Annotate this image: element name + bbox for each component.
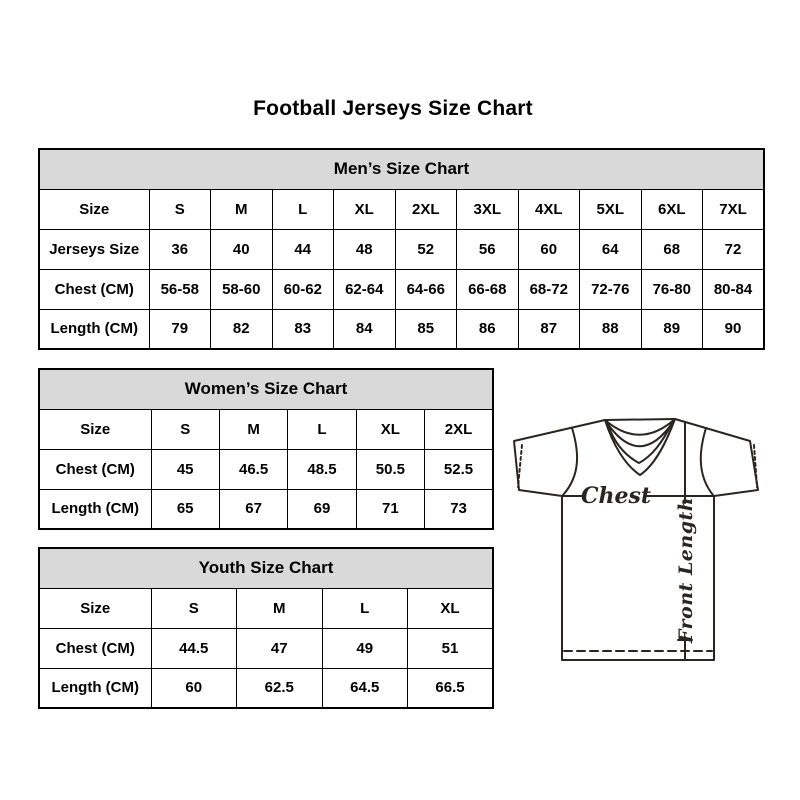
row-label: Length (CM) bbox=[39, 489, 151, 529]
size-column-header: L bbox=[322, 588, 408, 628]
table-cell: 52 bbox=[395, 229, 457, 269]
table-cell: 44.5 bbox=[151, 628, 237, 668]
jersey-outline bbox=[514, 419, 758, 660]
table-cell: 83 bbox=[272, 309, 334, 349]
table-cell: 85 bbox=[395, 309, 457, 349]
size-column-header: M bbox=[237, 588, 323, 628]
table-cell: 45 bbox=[151, 449, 219, 489]
table-cell: 71 bbox=[356, 489, 424, 529]
right-sleeve-seam bbox=[701, 428, 713, 495]
table-cell: 84 bbox=[334, 309, 396, 349]
table-cell: 60 bbox=[518, 229, 580, 269]
size-column-header: S bbox=[151, 409, 219, 449]
table-title: Women’s Size Chart bbox=[39, 369, 493, 409]
size-column-header: S bbox=[149, 189, 211, 229]
size-column-header: 2XL bbox=[425, 409, 493, 449]
table-title: Youth Size Chart bbox=[39, 548, 493, 588]
table-cell: 68-72 bbox=[518, 269, 580, 309]
row-label: Chest (CM) bbox=[39, 269, 149, 309]
table-cell: 52.5 bbox=[425, 449, 493, 489]
left-cuff-dashed-line bbox=[518, 445, 522, 487]
size-column-header: M bbox=[219, 409, 287, 449]
table-cell: 66-68 bbox=[457, 269, 519, 309]
row-header-label: Size bbox=[39, 588, 151, 628]
row-label: Length (CM) bbox=[39, 309, 149, 349]
size-column-header: 6XL bbox=[641, 189, 703, 229]
jersey-measurement-diagram bbox=[505, 413, 765, 671]
table-cell: 40 bbox=[211, 229, 273, 269]
table-cell: 46.5 bbox=[219, 449, 287, 489]
table-cell: 82 bbox=[211, 309, 273, 349]
size-column-header: XL bbox=[356, 409, 424, 449]
table-cell: 50.5 bbox=[356, 449, 424, 489]
page-title: Football Jerseys Size Chart bbox=[253, 97, 533, 120]
table-cell: 76-80 bbox=[641, 269, 703, 309]
table-cell: 66.5 bbox=[408, 668, 494, 708]
womens-size-table bbox=[38, 368, 494, 530]
table-cell: 58-60 bbox=[211, 269, 273, 309]
table-cell: 64.5 bbox=[322, 668, 408, 708]
table-cell: 47 bbox=[237, 628, 323, 668]
table-cell: 65 bbox=[151, 489, 219, 529]
size-column-header: 4XL bbox=[518, 189, 580, 229]
size-column-header: XL bbox=[334, 189, 396, 229]
table-row bbox=[39, 628, 493, 668]
table-cell: 88 bbox=[580, 309, 642, 349]
size-column-header: XL bbox=[408, 588, 494, 628]
size-column-header: 3XL bbox=[457, 189, 519, 229]
table-cell: 56 bbox=[457, 229, 519, 269]
table-row bbox=[39, 229, 764, 269]
front-length-label: Front Length bbox=[675, 496, 697, 644]
column-header-row bbox=[39, 409, 493, 449]
table-cell: 72-76 bbox=[580, 269, 642, 309]
row-label: Chest (CM) bbox=[39, 628, 151, 668]
table-cell: 79 bbox=[149, 309, 211, 349]
size-column-header: 2XL bbox=[395, 189, 457, 229]
table-cell: 51 bbox=[408, 628, 494, 668]
table-title: Men’s Size Chart bbox=[39, 149, 764, 189]
table-cell: 49 bbox=[322, 628, 408, 668]
table-row bbox=[39, 489, 493, 529]
row-label: Chest (CM) bbox=[39, 449, 151, 489]
size-column-header: 7XL bbox=[703, 189, 765, 229]
youth-size-table bbox=[38, 547, 494, 709]
table-title-row bbox=[39, 548, 493, 588]
table-cell: 73 bbox=[425, 489, 493, 529]
table-cell: 90 bbox=[703, 309, 765, 349]
table-title-row bbox=[39, 369, 493, 409]
table-cell: 60-62 bbox=[272, 269, 334, 309]
table-cell: 89 bbox=[641, 309, 703, 349]
table-cell: 56-58 bbox=[149, 269, 211, 309]
chest-label: Chest bbox=[580, 483, 652, 509]
size-column-header: 5XL bbox=[580, 189, 642, 229]
size-column-header: S bbox=[151, 588, 237, 628]
table-cell: 69 bbox=[288, 489, 356, 529]
table-cell: 62-64 bbox=[334, 269, 396, 309]
table-cell: 64-66 bbox=[395, 269, 457, 309]
column-header-row bbox=[39, 588, 493, 628]
table-cell: 87 bbox=[518, 309, 580, 349]
table-cell: 80-84 bbox=[703, 269, 765, 309]
row-label: Jerseys Size bbox=[39, 229, 149, 269]
table-cell: 60 bbox=[151, 668, 237, 708]
left-sleeve-seam bbox=[563, 428, 577, 495]
table-cell: 68 bbox=[641, 229, 703, 269]
table-cell: 67 bbox=[219, 489, 287, 529]
size-column-header: L bbox=[272, 189, 334, 229]
table-cell: 48.5 bbox=[288, 449, 356, 489]
size-column-header: M bbox=[211, 189, 273, 229]
table-cell: 64 bbox=[580, 229, 642, 269]
table-cell: 72 bbox=[703, 229, 765, 269]
table-row bbox=[39, 309, 764, 349]
mens-size-table bbox=[38, 148, 765, 350]
table-cell: 44 bbox=[272, 229, 334, 269]
table-cell: 36 bbox=[149, 229, 211, 269]
size-column-header: L bbox=[288, 409, 356, 449]
row-label: Length (CM) bbox=[39, 668, 151, 708]
row-header-label: Size bbox=[39, 189, 149, 229]
table-row bbox=[39, 449, 493, 489]
table-row bbox=[39, 668, 493, 708]
table-cell: 62.5 bbox=[237, 668, 323, 708]
column-header-row bbox=[39, 189, 764, 229]
row-header-label: Size bbox=[39, 409, 151, 449]
table-cell: 86 bbox=[457, 309, 519, 349]
table-title-row bbox=[39, 149, 764, 189]
table-row bbox=[39, 269, 764, 309]
table-cell: 48 bbox=[334, 229, 396, 269]
